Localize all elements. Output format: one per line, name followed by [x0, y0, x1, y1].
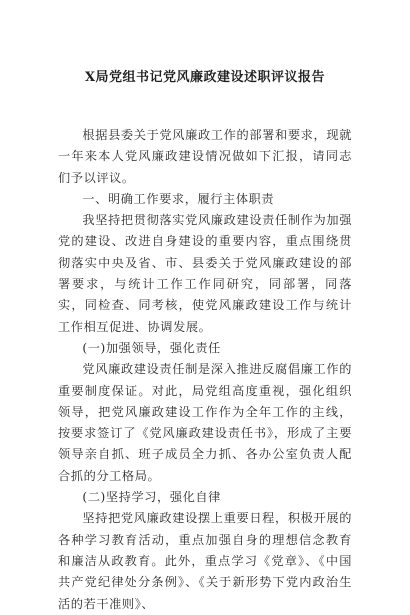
- subsection-heading-2: (二)坚持学习，强化自律: [82, 490, 221, 505]
- section-1-paragraph: 我坚持把贯彻落实党风廉政建设责任制作为加强党的建设、改进自身建设的重要内容，重点围绕贯彻落实中央及省、市、县委关于党风廉政建设的部署要求，与统计工作工作同研究，同部署，同落实，同检查、同考核，使党风廉政建设工作与统计工作相互促进、协调发展。: [58, 213, 352, 334]
- subsection-heading-1: (一)加强领导，强化责任: [82, 340, 221, 355]
- subsection-1-paragraph: 党风廉政建设责任制是深入推进反腐倡廉工作的重要制度保证。对此，局党组高度重视，强化组织领导，把党风廉政建设工作作为全年工作的主线，按要求签订了《党风廉政建设责任书》，形成了主要领导亲自抓、班子成员全力抓、各办公室负责人配合抓的分工格局。: [58, 362, 352, 483]
- section-heading-1: 一、明确工作要求，履行主体职责: [82, 191, 275, 206]
- page-title: X局党组书记党风廉政建设述职评议报告: [84, 70, 326, 85]
- intro-paragraph: 根据县委关于党风廉政工作的部署和要求，现就一年来本人党风廉政建设情况做如下汇报，请同志们予以评议。: [58, 128, 352, 185]
- subsection-2-paragraph: 坚持把党风廉政建设摆上重要日程，积极开展的各种学习教育活动，重点加强自身的理想信念教育和廉洁从政教育。此外，重点学习《党章》、《中国共产党纪律处分条例》、《关于新形势下党内政治生活的若干准则》、: [58, 511, 352, 611]
